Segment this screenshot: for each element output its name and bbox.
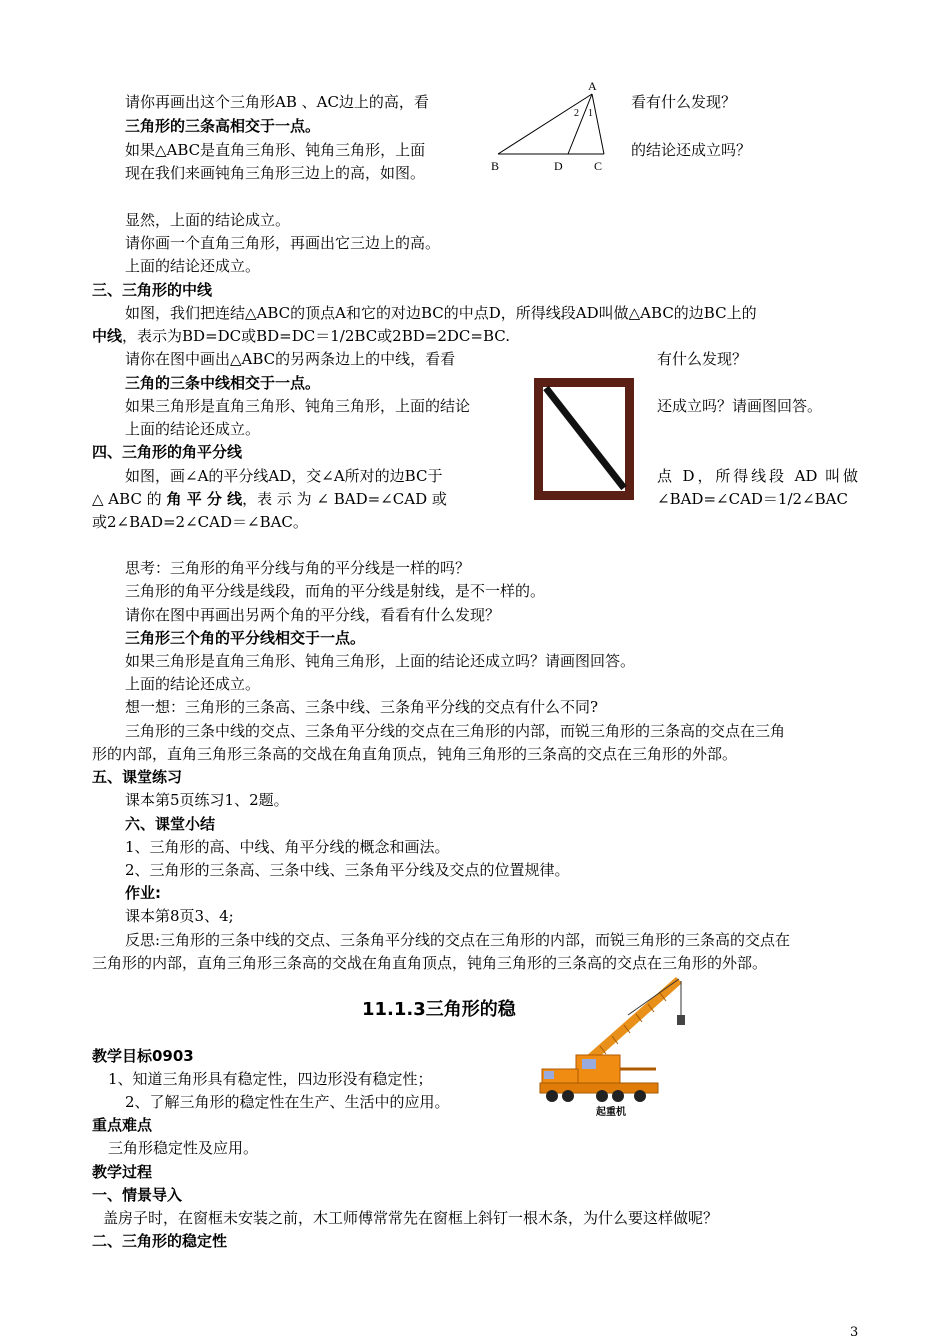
reflect-answer-a: 三角形的三条中线的交点、三条角平分线的交点在三角形的内部，而锐三角形的三条高的交点在三角	[125, 722, 786, 740]
vertex-b-label: B	[491, 159, 500, 173]
summary-item-1: 1、三角形的高、中线、角平分线的概念和画法。	[125, 838, 450, 856]
intro-text: 盖房子时，在窗框未安装之前，木工师傅常常先在窗框上斜钉一根木条，为什么要这样做呢？	[103, 1209, 719, 1227]
median-conclusion: 三角的三条中线相交于一点。	[125, 374, 321, 392]
lesson-title: 11.1.3三角形的稳	[362, 999, 516, 1020]
vertex-a-label: A	[588, 79, 597, 93]
median-line-2-right: 有什么发现？	[657, 350, 748, 368]
summary-heading: 六、课堂小结	[125, 815, 216, 833]
bisector-line-1: 如图，画∠A的平分线AD，交∠A所对的边BC于	[125, 467, 443, 485]
reflect-answer-b: 形的内部，直角三角形三条高的交战在角直角顶点，钝角三角形的三条高的交点在三角形的外部。	[92, 745, 738, 763]
altitude-line-6: 请你画一个直角三角形，再画出它三边上的高。	[125, 234, 441, 252]
key-heading: 重点难点	[92, 1116, 153, 1134]
practice-heading: 五、课堂练习	[92, 768, 183, 786]
bisector-task: 请你在图中再画出另两个角的平分线，看看有什么发现？	[125, 606, 501, 624]
median-heading: 三、三角形的中线	[92, 281, 213, 299]
altitude-line-5: 显然，上面的结论成立。	[125, 211, 291, 229]
process-heading: 教学过程	[92, 1163, 153, 1181]
window-frame-image	[534, 378, 634, 500]
altitude-line-1: 请你再画出这个三角形AB 、AC边上的高，看	[125, 93, 429, 111]
bisector-question: 如果三角形是直角三角形、钝角三角形，上面的结论还成立吗？请画图回答。	[125, 652, 636, 670]
practice-line: 课本第5页练习1、2题。	[125, 791, 289, 809]
homework-heading: 作业:	[125, 884, 161, 902]
altitude-line-3: 如果△ABC是直角三角形、钝角三角形，上面	[125, 141, 426, 159]
median-line-2: 请你在图中画出△ABC的另两条边上的中线，看看	[125, 350, 456, 368]
triangle-figure	[486, 76, 616, 176]
crane-image	[536, 965, 690, 1125]
bisector-conclusion: 三角形三个角的平分线相交于一点。	[125, 629, 366, 647]
bisector-heading: 四、三角形的角平分线	[92, 443, 243, 461]
altitude-line-3-right: 的结论还成立吗？	[631, 141, 752, 159]
think-question: 思考：三角形的角平分线与角的平分线是一样的吗？	[125, 559, 471, 577]
intro-heading: 一、情景导入	[92, 1186, 183, 1204]
page-number: 3	[850, 1325, 859, 1340]
bisector-line-1-right: 点 D，所得线段 AD 叫做	[657, 467, 858, 485]
key-item: 三角形稳定性及应用。	[108, 1139, 259, 1157]
bisector-line-3: 或2∠BAD=2∠CAD＝∠BAC。	[92, 513, 308, 531]
angle-1-label: 1	[588, 108, 593, 119]
bisector-line-2-right: ∠BAD=∠CAD＝1/2∠BAC	[657, 490, 848, 508]
reflection-line-1: 反思:三角形的三条中线的交点、三条角平分线的交点在三角形的内部，而锐三角形的三条高的交点在	[125, 931, 791, 949]
bisector-line-2-c: ，表 示 为 ∠ BAD=∠CAD 或	[242, 490, 447, 508]
median-line-4: 如果三角形是直角三角形、钝角三角形，上面的结论	[125, 397, 471, 415]
median-line-5: 上面的结论还成立。	[125, 420, 261, 438]
stability-heading: 二、三角形的稳定性	[92, 1232, 228, 1250]
altitude-conclusion: 三角形的三条高相交于一点。	[125, 117, 321, 135]
angle-2-label: 2	[574, 108, 579, 119]
homework-line: 课本第8页3、4;	[125, 907, 234, 925]
median-para-1b	[92, 326, 510, 346]
bisector-line-2-a: △ ABC 的	[92, 490, 162, 508]
median-term: 中线	[92, 327, 123, 345]
altitude-line-7: 上面的结论还成立。	[125, 257, 261, 275]
bisector-line-2	[92, 489, 447, 509]
altitude-line-4: 现在我们来画钝角三角形三边上的高，如图。	[125, 164, 426, 182]
altitude-line-1-right: 看有什么发现？	[631, 93, 737, 111]
goal-item-2: 2、了解三角形的稳定性在生产、生活中的应用。	[125, 1093, 450, 1111]
crane-caption: 起重机	[596, 1107, 626, 1118]
reflection-line-2: 三角形的内部，直角三角形三条高的交战在角直角顶点，钝角三角形的三条高的交点在三角形的外部。	[92, 954, 768, 972]
goal-heading: 教学目标0903	[92, 1047, 194, 1065]
bisector-term: 角 平 分 线	[166, 490, 243, 508]
point-d-label: D	[554, 159, 563, 173]
reflect-question: 想一想：三角形的三条高、三条中线、三条角平分线的交点有什么不同?	[125, 698, 599, 716]
median-formula: ，表示为BD=DC或BD=DC＝1/2BC或2BD=2DC=BC.	[122, 327, 510, 345]
summary-item-2: 2、三角形的三条高、三条中线、三条角平分线及交点的位置规律。	[125, 861, 570, 879]
median-line-4-right: 还成立吗？请画图回答。	[657, 397, 823, 415]
bisector-answer: 上面的结论还成立。	[125, 675, 261, 693]
goal-item-1: 1、知道三角形具有稳定性，四边形没有稳定性；	[108, 1070, 433, 1088]
vertex-c-label: C	[594, 159, 603, 173]
think-answer: 三角形的角平分线是线段，而角的平分线是射线，是不一样的。	[125, 582, 546, 600]
median-para-1a: 如图，我们把连结△ABC的顶点A和它的对边BC的中点D，所得线段AD叫做△ABC的边BC上的	[125, 304, 757, 322]
